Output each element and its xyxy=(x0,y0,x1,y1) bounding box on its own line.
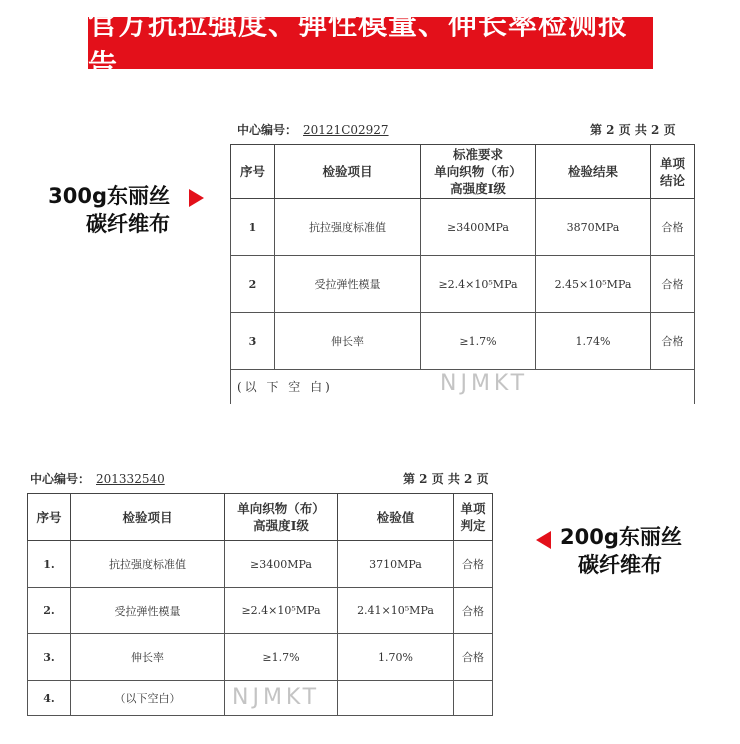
col-header: 序号 xyxy=(231,145,275,199)
page-info: 第 2 页 共 2 页 xyxy=(590,123,676,137)
center-number xyxy=(30,470,171,487)
col-header: 单项 判定 xyxy=(454,494,493,541)
cell-result: 2.41×10⁵MPa xyxy=(338,588,454,634)
cell-item: 受拉弹性模量 xyxy=(71,588,225,634)
col-header: 标准要求 单向织物（布） 高强度Ⅰ级 xyxy=(421,145,536,199)
cell-no: 2. xyxy=(28,588,71,634)
center-no: 20121C02927 xyxy=(303,123,389,137)
cell-item: 抗拉强度标准值 xyxy=(275,199,421,256)
cell-item: 伸长率 xyxy=(275,313,421,370)
label-line1: 300g东丽丝 xyxy=(48,184,170,208)
col-header: 检验项目 xyxy=(71,494,225,541)
col-header: 检验值 xyxy=(338,494,454,541)
arrow-left-icon xyxy=(536,531,551,549)
table-row xyxy=(231,199,695,256)
label-300g xyxy=(30,182,170,238)
cell-no: 1 xyxy=(231,199,275,256)
arrow-right-icon xyxy=(189,189,204,207)
banner-title: 官方抗拉强度、弹性模量、伸长率检测报告 xyxy=(88,17,653,69)
report-2-table xyxy=(27,493,493,716)
cell-verdict: 合格 xyxy=(454,541,493,588)
report-1-table xyxy=(230,144,695,404)
table-row xyxy=(231,256,695,313)
table-row xyxy=(28,634,493,681)
cell-req: ≥3400MPa xyxy=(225,541,338,588)
cell-no: 2 xyxy=(231,256,275,313)
watermark: NJMKT xyxy=(440,371,529,396)
cell-result: 1.70% xyxy=(338,634,454,681)
cell-result: 2.45×10⁵MPa xyxy=(536,256,651,313)
cell-verdict: 合格 xyxy=(651,313,695,370)
table-row xyxy=(28,681,493,716)
cell-req: ≥3400MPa xyxy=(421,199,536,256)
cell-verdict: 合格 xyxy=(454,588,493,634)
center-number xyxy=(237,121,395,138)
center-no: 201332540 xyxy=(96,472,165,486)
cell-result: 3710MPa xyxy=(338,541,454,588)
cell-req: ≥2.4×10⁵MPa xyxy=(225,588,338,634)
label-line1: 200g东丽丝 xyxy=(560,525,682,549)
cell-result: 3870MPa xyxy=(536,199,651,256)
table-row xyxy=(28,541,493,588)
label-200g xyxy=(560,523,700,579)
cell-item: 抗拉强度标准值 xyxy=(71,541,225,588)
cell-verdict: 合格 xyxy=(651,199,695,256)
blank-note: (以 下 空 白) xyxy=(231,370,695,404)
table-row xyxy=(28,588,493,634)
cell-item: 受拉弹性模量 xyxy=(275,256,421,313)
page-info: 第 2 页 共 2 页 xyxy=(403,472,489,486)
col-header: 单项 结论 xyxy=(651,145,695,199)
cell-no: 1. xyxy=(28,541,71,588)
cell-no: 3 xyxy=(231,313,275,370)
cell-verdict xyxy=(454,681,493,716)
cell-req: ≥1.7% xyxy=(225,634,338,681)
cell-item: 伸长率 xyxy=(71,634,225,681)
watermark: NJMKT xyxy=(232,685,321,710)
col-header: 单向织物（布） 高强度Ⅰ级 xyxy=(225,494,338,541)
label-line2: 碳纤维布 xyxy=(578,553,662,577)
label-line2: 碳纤维布 xyxy=(86,212,170,236)
cell-verdict: 合格 xyxy=(454,634,493,681)
cell-req: ≥2.4×10⁵MPa xyxy=(421,256,536,313)
center-label: 中心编号： xyxy=(30,472,91,486)
table-row xyxy=(231,313,695,370)
cell-result: 1.74% xyxy=(536,313,651,370)
col-header: 检验结果 xyxy=(536,145,651,199)
cell-result xyxy=(338,681,454,716)
cell-req xyxy=(225,681,338,716)
cell-verdict: 合格 xyxy=(651,256,695,313)
center-label: 中心编号： xyxy=(237,123,298,137)
col-header: 序号 xyxy=(28,494,71,541)
cell-item: （以下空白） xyxy=(71,681,225,716)
cell-no: 4. xyxy=(28,681,71,716)
col-header: 检验项目 xyxy=(275,145,421,199)
cell-req: ≥1.7% xyxy=(421,313,536,370)
cell-no: 3. xyxy=(28,634,71,681)
